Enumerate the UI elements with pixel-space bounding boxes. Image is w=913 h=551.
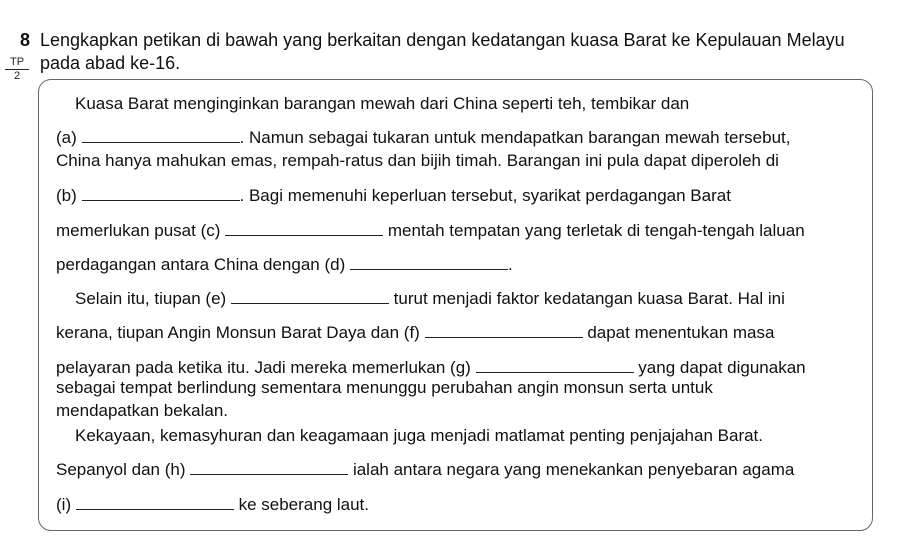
blank-d[interactable] xyxy=(350,255,508,270)
passage-line-5 xyxy=(56,221,805,241)
tp-level: 2 xyxy=(5,69,29,82)
passage-line-12: Kekayaan, kemasyhuran dan keagamaan juga menjadi matlamat penting penjajahan Barat. xyxy=(75,426,764,445)
question-number: 8 xyxy=(20,30,31,50)
blank-a[interactable] xyxy=(82,128,240,143)
tp-level-badge xyxy=(5,57,29,82)
passage-line-4 xyxy=(56,186,731,206)
text-before-e: Selain itu, tiupan (e) xyxy=(75,289,227,308)
text-after-c: mentah tempatan yang terletak di tengah-tengah laluan xyxy=(387,221,805,240)
passage-line-9 xyxy=(56,358,806,378)
question-text-continued: pada abad ke-16. xyxy=(40,53,181,73)
passage-line-2 xyxy=(56,128,790,148)
blank-i[interactable] xyxy=(76,495,234,510)
label-a: (a) xyxy=(56,128,77,147)
text-after-a: . Namun sebagai tukaran untuk mendapatkan barangan mewah tersebut, xyxy=(239,128,791,147)
blank-g[interactable] xyxy=(476,358,634,373)
text-after-i: ke seberang laut. xyxy=(238,495,369,514)
label-i: (i) xyxy=(56,495,72,514)
passage-line-11: mendapatkan bekalan. xyxy=(56,401,229,420)
text-after-e: turut menjadi faktor kedatangan kuasa Barat. Hal ini xyxy=(393,289,785,308)
blank-h[interactable] xyxy=(190,460,348,475)
blank-e[interactable] xyxy=(231,289,389,304)
passage-line-3: China hanya mahukan emas, rempah-ratus dan bijih timah. Barangan ini pula dapat diperoleh di xyxy=(56,151,779,170)
tp-label: TP xyxy=(9,56,25,68)
text-before-c: memerlukan pusat (c) xyxy=(56,221,221,240)
text-after-d: . xyxy=(507,255,513,274)
blank-f[interactable] xyxy=(425,323,583,338)
text-after-g: yang dapat digunakan xyxy=(638,358,806,377)
passage-line-6 xyxy=(56,255,513,275)
text-before-h: Sepanyol dan (h) xyxy=(56,460,186,479)
blank-c[interactable] xyxy=(225,221,383,236)
text-after-f: dapat menentukan masa xyxy=(587,323,775,342)
text-before-g: pelayaran pada ketika itu. Jadi mereka memerlukan (g) xyxy=(56,358,471,377)
passage-line-1: Kuasa Barat menginginkan barangan mewah dari China seperti teh, tembikar dan xyxy=(75,94,690,113)
text-before-d: perdagangan antara China dengan (d) xyxy=(56,255,346,274)
passage-line-14 xyxy=(56,495,369,515)
text-after-h: ialah antara negara yang menekankan penyebaran agama xyxy=(352,460,795,479)
passage-line-10: sebagai tempat berlindung sementara menunggu perubahan angin monsun serta untuk xyxy=(56,378,713,397)
passage-line-7 xyxy=(75,289,785,309)
question-text: Lengkapkan petikan di bawah yang berkaitan dengan kedatangan kuasa Barat ke Kepulauan Melayu xyxy=(40,30,845,50)
text-before-f: kerana, tiupan Angin Monsun Barat Daya dan (f) xyxy=(56,323,420,342)
label-b: (b) xyxy=(56,186,77,205)
text-after-b: . Bagi memenuhi keperluan tersebut, syarikat perdagangan Barat xyxy=(239,186,731,205)
blank-b[interactable] xyxy=(82,186,240,201)
passage-line-13 xyxy=(56,460,794,480)
passage-line-8 xyxy=(56,323,774,343)
